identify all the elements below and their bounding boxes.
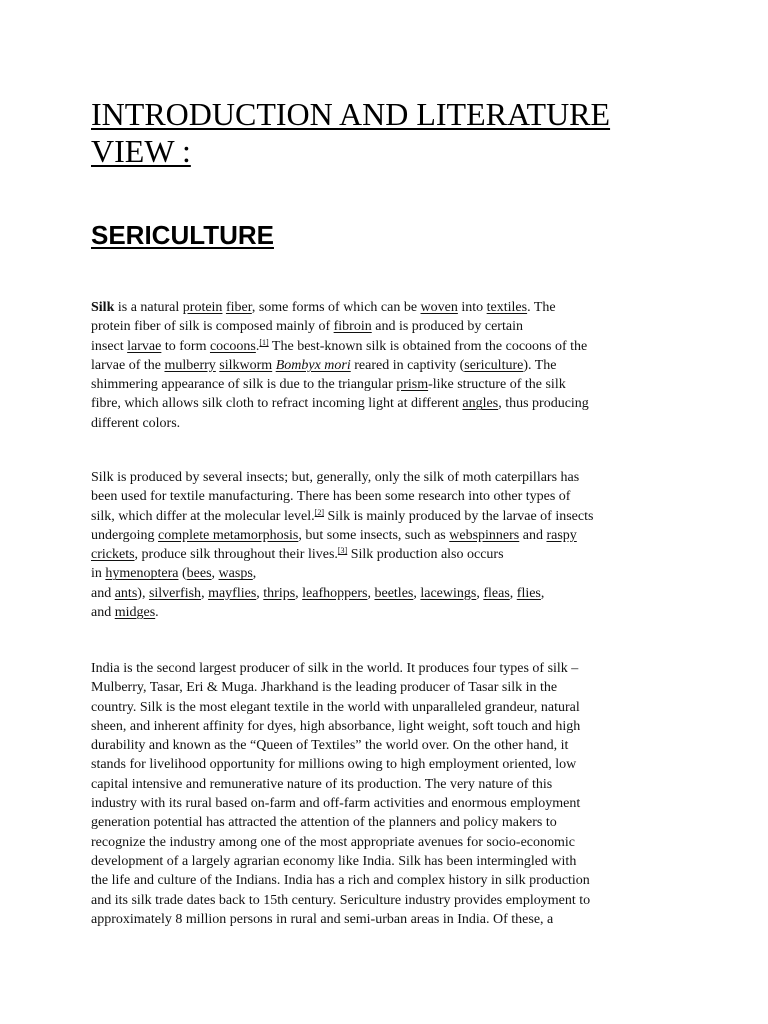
text-line <box>91 317 731 336</box>
text-run: and <box>91 605 115 621</box>
hyperlink[interactable]: protein <box>182 300 223 315</box>
hyperlink[interactable]: woven <box>420 300 458 315</box>
text-run: industry with its rural based on-farm and off-farm activities and enormous employment <box>91 796 581 812</box>
text-run: to form <box>161 338 210 354</box>
text-run: into <box>457 300 487 315</box>
text-line <box>91 584 731 603</box>
hyperlink[interactable]: bees <box>186 566 212 582</box>
text-line <box>91 698 731 717</box>
text-run: in <box>91 566 106 582</box>
text-run: , <box>367 585 375 601</box>
hyperlink[interactable]: larvae <box>127 338 162 354</box>
text-line <box>91 298 731 317</box>
text-run: undergoing <box>91 527 159 543</box>
hyperlink[interactable]: raspy <box>546 527 577 543</box>
hyperlink[interactable]: fleas <box>483 585 510 601</box>
hyperlink[interactable]: lacewings <box>420 585 477 601</box>
hyperlink[interactable]: textiles <box>486 300 528 315</box>
text-run: protein fiber of silk is composed mainly of <box>91 319 334 335</box>
text-line <box>91 813 731 832</box>
text-line <box>91 487 731 506</box>
text-line <box>91 755 731 774</box>
text-line <box>91 871 731 890</box>
text-line <box>91 564 731 583</box>
text-run: ). The <box>523 357 557 373</box>
text-run: , <box>295 585 303 601</box>
hyperlink[interactable]: fibroin <box>333 319 372 335</box>
text-line <box>91 775 731 794</box>
hyperlink[interactable]: leafhoppers <box>302 585 368 601</box>
text-line <box>91 375 731 394</box>
bold-term: Silk <box>91 300 115 315</box>
hyperlink[interactable]: mulberry <box>164 357 216 373</box>
text-run: and is produced by certain <box>371 319 523 335</box>
text-run: . <box>155 605 159 621</box>
text-run: durability and known as the “Queen of Textiles” the world over. On the other hand, it <box>91 738 569 754</box>
text-run: . <box>255 338 260 354</box>
hyperlink[interactable]: midges <box>114 605 156 621</box>
text-run: development of a largely agrarian economy like India. Silk has been intermingled with <box>91 853 577 869</box>
text-run: is a natural <box>114 300 183 315</box>
text-run: different colors. <box>91 415 181 431</box>
text-run: stands for livelihood opportunity for millions owing to high employment oriented, low <box>91 757 577 773</box>
text-run: India is the second largest producer of silk in the world. It produces four types of silk – <box>91 661 579 676</box>
text-run: and its silk trade dates back to 15th century. Sericulture industry provides employment to <box>91 892 591 908</box>
hyperlink[interactable]: crickets <box>91 547 135 563</box>
text-run: Silk is mainly produced by the larvae of insects <box>324 508 594 524</box>
text-run: , <box>201 585 209 601</box>
text-run: , <box>540 585 545 601</box>
text-run: , <box>256 585 264 601</box>
title-line: INTRODUCTION AND LITERATURE <box>91 96 611 132</box>
text-line <box>91 414 731 433</box>
hyperlink[interactable]: silverfish <box>148 585 202 601</box>
text-run: recognize the industry among one of the most appropriate avenues for socio-economic <box>91 834 576 850</box>
text-line <box>91 603 731 622</box>
text-line <box>91 910 731 929</box>
text-line <box>91 659 731 678</box>
text-run: insect <box>91 338 128 354</box>
text-run: ), <box>137 585 149 601</box>
text-run: , produce silk throughout their lives. <box>134 547 338 563</box>
footnote-reference[interactable]: [2] <box>314 507 324 517</box>
hyperlink-italic[interactable]: Bombyx mori <box>275 357 351 373</box>
text-run: larvae of the <box>91 357 165 373</box>
hyperlink[interactable]: beetles <box>374 585 414 601</box>
text-run: fibre, which allows silk cloth to refract incoming light at different <box>91 396 463 412</box>
hyperlink[interactable]: complete metamorphosis <box>158 527 299 543</box>
hyperlink[interactable]: hymenoptera <box>105 566 179 582</box>
text-line <box>91 337 731 356</box>
text-line <box>91 717 731 736</box>
text-run: capital intensive and remunerative nature of its production. The very nature of this <box>91 776 553 792</box>
text-run: Silk is produced by several insects; but, generally, only the silk of moth caterpillars has <box>91 470 580 485</box>
hyperlink[interactable]: cocoons <box>209 338 256 354</box>
hyperlink[interactable]: mayflies <box>208 585 257 601</box>
text-line <box>91 394 731 413</box>
text-run: , some forms of which can be <box>251 300 421 315</box>
text-run: approximately 8 million persons in rural and semi-urban areas in India. Of these, a <box>91 911 554 927</box>
text-line <box>91 736 731 755</box>
footnote-reference[interactable]: [3] <box>337 546 348 556</box>
footnote-reference[interactable]: [1] <box>259 337 269 347</box>
text-run: , <box>252 566 257 582</box>
text-line <box>91 545 731 564</box>
hyperlink[interactable]: sericulture <box>464 357 524 373</box>
text-line <box>91 468 731 487</box>
hyperlink[interactable]: webspinners <box>449 527 520 543</box>
text-run: generation potential has attracted the attention of the planners and policy makers to <box>91 815 557 831</box>
paragraph-india-silk <box>91 659 731 929</box>
hyperlink[interactable]: silkworm <box>219 357 273 373</box>
text-run: country. Silk is the most elegant textile in the world with unparalleled grandeur, natural <box>91 699 580 715</box>
text-run: , thus producing <box>498 396 589 412</box>
paragraph-silk-producers <box>91 468 731 622</box>
hyperlink[interactable]: thrips <box>263 585 296 601</box>
text-run: and <box>91 585 115 601</box>
text-run: . The <box>527 300 556 315</box>
hyperlink[interactable]: wasps <box>218 566 253 582</box>
hyperlink[interactable]: flies <box>516 585 541 601</box>
text-line <box>91 678 731 697</box>
text-run: , <box>211 566 219 582</box>
text-run: The best-known silk is obtained from the cocoons of the <box>268 338 588 354</box>
text-run: Silk production also occurs <box>347 547 504 563</box>
hyperlink[interactable]: fiber <box>225 300 252 315</box>
text-line <box>91 526 731 545</box>
text-run: ( <box>178 566 187 582</box>
text-run: silk, which differ at the molecular level. <box>91 508 315 524</box>
text-line <box>91 833 731 852</box>
text-run: , <box>509 585 517 601</box>
text-run: sheen, and inherent affinity for dyes, high absorbance, light weight, soft touch and high <box>91 718 581 734</box>
page-title <box>91 96 731 170</box>
text-run: the life and culture of the Indians. India has a rich and complex history in silk production <box>91 873 590 889</box>
hyperlink[interactable]: prism <box>396 377 429 393</box>
text-run: , <box>413 585 421 601</box>
text-run: , <box>476 585 484 601</box>
text-run: , but some insects, such as <box>298 527 450 543</box>
text-run: reared in captivity ( <box>350 357 465 373</box>
text-line <box>91 507 731 526</box>
text-run: shimmering appearance of silk is due to the triangular <box>91 377 397 393</box>
text-run: Mulberry, Tasar, Eri & Muga. Jharkhand is the leading producer of Tasar silk in the <box>91 680 558 696</box>
text-line <box>91 356 731 375</box>
hyperlink[interactable]: ants <box>114 585 138 601</box>
text-run: -like structure of the silk <box>428 377 566 393</box>
text-line <box>91 891 731 910</box>
section-heading: SERICULTURE <box>91 220 274 250</box>
text-run: been used for textile manufacturing. There has been some research into other types of <box>91 489 571 505</box>
title-line: VIEW : <box>91 133 191 169</box>
text-line <box>91 852 731 871</box>
text-line <box>91 794 731 813</box>
paragraph-silk-definition <box>91 298 731 433</box>
hyperlink[interactable]: angles <box>462 396 499 412</box>
text-run: and <box>519 527 547 543</box>
